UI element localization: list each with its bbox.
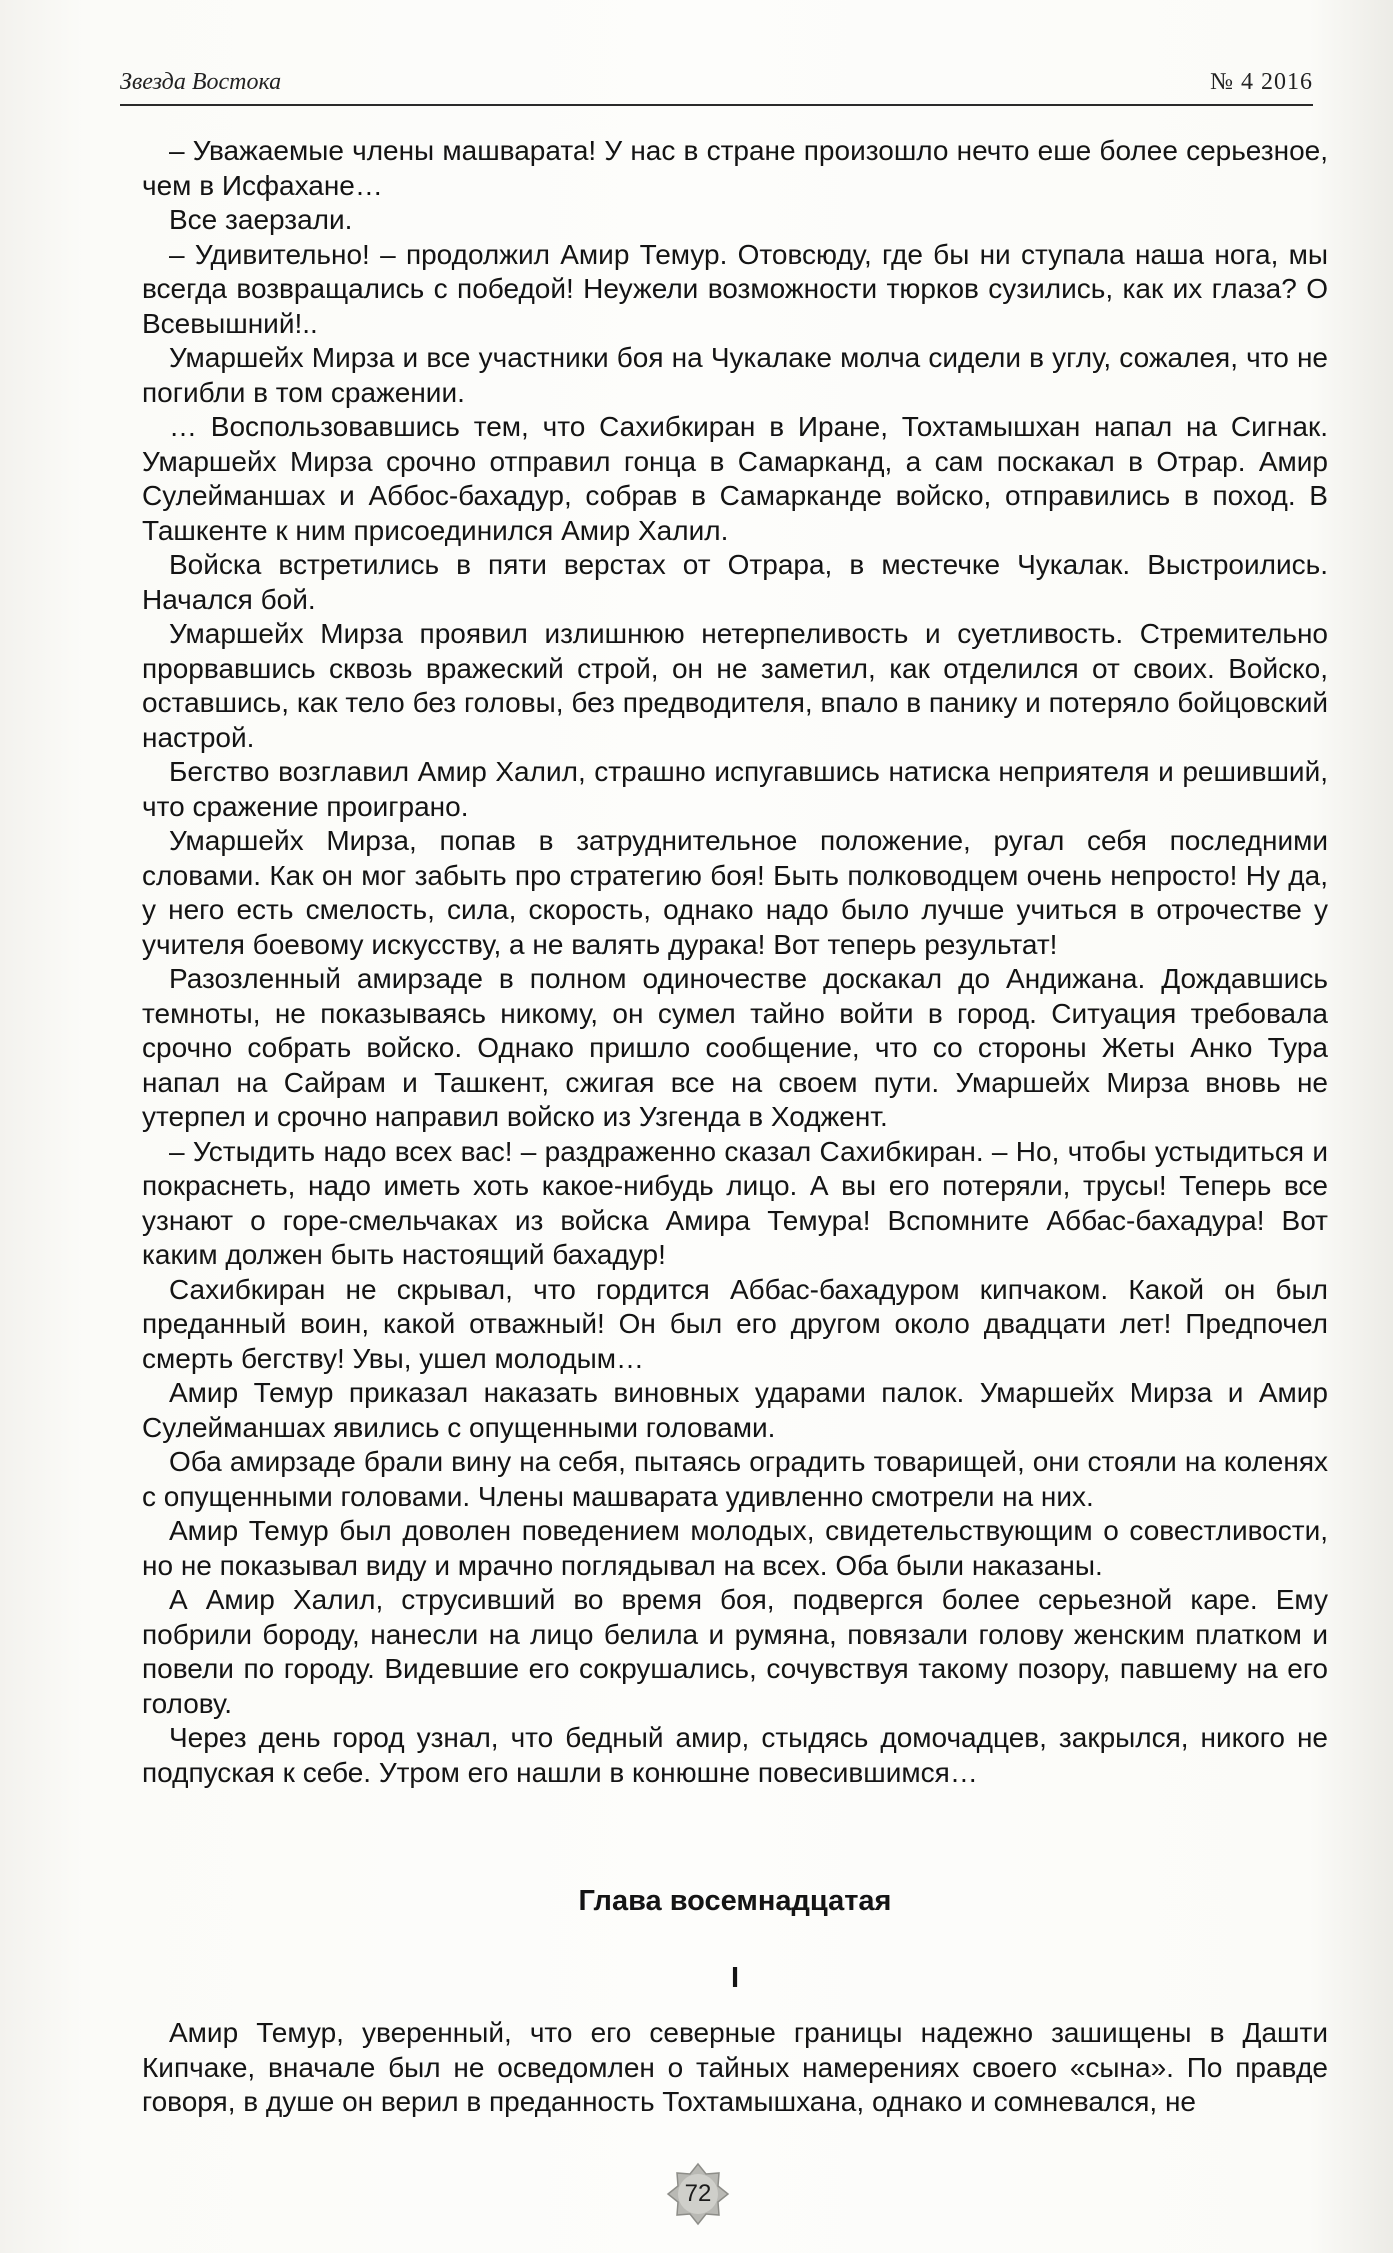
paragraph: – Уважаемые члены машварата! У нас в стране произошло нечто еше более серьезное, чем в Исфахане…: [142, 135, 1328, 201]
main-text: [142, 134, 1328, 1790]
paragraph: – Устыдить надо всех вас! – раздраженно сказал Сахибкиран. – Но, чтобы устыдиться и покраснеть, надо иметь хоть какое-нибудь лицо. А вы его потеряли, трусы! Теперь все узнают о горе-смельчаках из войска Амира Темура! Вспомните Аббас-бахадура! Вот каким должен быть настоящий бахадур!: [142, 1135, 1328, 1270]
paragraph: Разозленный амирзаде в полном одиночестве доскакал до Андижана. Дождавшись темноты, не показываясь никому, он сумел тайно войти в город. Ситуация требовала срочно собрать войско. Однако пришло сообщение, что со стороны Жеты Анко Тура напал на Сайрам и Ташкент, сжигая все на своем пути. Умаршейх Мирза вновь не утерпел и срочно направил войско из Узгенда в Ходжент.: [142, 963, 1328, 1132]
paragraph: Амир Темур был доволен поведением молодых, свидетельствующим о совестливости, но не показывал виду и мрачно поглядывал на всех. Оба были наказаны.: [142, 1515, 1328, 1581]
paragraph: Умаршейх Мирза и все участники боя на Чукалаке молча сидели в углу, сожалея, что не погибли в том сражении.: [142, 342, 1328, 408]
paragraph: Войска встретились в пяти верстах от Отрара, в местечке Чукалак. Выстроились. Начался бой.: [142, 549, 1328, 615]
paragraph: Амир Темур, уверенный, что его северные границы надежно зашищены в Дашти Кипчаке, вначале был не осведомлен о тайных намерениях своего «сына». По правде говоря, в душе он верил в преданность Тохтамышхана, однако и сомневался, не: [142, 2017, 1328, 2117]
page-number: 72: [684, 2180, 712, 2207]
paragraph: А Амир Халил, струсивший во время боя, подвергся более серьезной каре. Ему побрили бороду, нанесли на лицо белила и румяна, повязали голову женским платком и повели по городу. Видевшие его сокрушались, сочувствуя такому позору, павшему на его голову.: [142, 1584, 1328, 1719]
section-number: I: [730, 1962, 740, 1994]
paragraph: Оба амирзаде брали вину на себя, пытаясь оградить товарищей, они стояли на коленях с опущенными головами. Члены машварата удивленно смотрели на них.: [142, 1446, 1328, 1512]
paragraph: Амир Темур приказал наказать виновных ударами палок. Умаршейх Мирза и Амир Сулейманшах явились с опущенными головами.: [142, 1377, 1328, 1443]
paragraph: Через день город узнал, что бедный амир, стыдясь домочадцев, закрылся, никого не подпуская к себе. Утром его нашли в конюшне повесившимся…: [142, 1722, 1328, 1788]
journal-title: Звезда Востока: [120, 69, 282, 95]
page-number-badge: [666, 2162, 730, 2226]
paragraph: Умаршейх Мирза проявил излишнюю нетерпеливость и суетливость. Стремительно прорвавшись сквозь вражеский строй, он не заметил, как отделился от своих. Войско, оставшись, как тело без головы, без предводителя, впало в панику и потеряло бойцовский настрой.: [142, 618, 1328, 753]
paragraph: Сахибкиран не скрывал, что гордится Аббас-бахадуром кипчаком. Какой он был преданный воин, какой отважный! Он был его другом около двадцати лет! Предпочел смерть бегству! Увы, ушел молодым…: [142, 1273, 1328, 1374]
paragraph: … Воспользовавшись тем, что Сахибкиран в Иране, Тохтамышхан напал на Сигнак. Умаршейх Мирза срочно отправил гонца в Самарканд, а сам поскакал в Отрар. Амир Сулейманшах и Аббос-бахадур, собрав в Самарканде войско, отправились в поход. В Ташкенте к ним присоединился Амир Халил.: [142, 411, 1328, 546]
paragraph: Бегство возглавил Амир Халил, страшно испугавшись натиска неприятеля и решивший, что сражение проиграно.: [142, 756, 1328, 822]
chapter-text: [142, 2016, 1328, 2120]
chapter-title: Глава восемнадцатая: [578, 1885, 892, 1917]
paragraph: Все заерзали.: [169, 204, 353, 235]
issue-number: № 4 2016: [1210, 69, 1313, 95]
paragraph: Умаршейх Мирза, попав в затруднительное положение, ругал себя последними словами. Как он мог забыть про стратегию боя! Быть полководцем очень непросто! Ну да, у него есть смелость, сила, скорость, однако надо было лучше учиться в отрочестве у учителя боевому искусству, а не валять дурака! Вот теперь результат!: [142, 825, 1328, 960]
running-header: [120, 58, 1313, 106]
paragraph: – Удивительно! – продолжил Амир Темур. Отовсюду, где бы ни ступала наша нога, мы всегда возвращались с победой! Неужели возможности тюрков сузились, как их глаза? О Всевышний!..: [142, 238, 1328, 339]
